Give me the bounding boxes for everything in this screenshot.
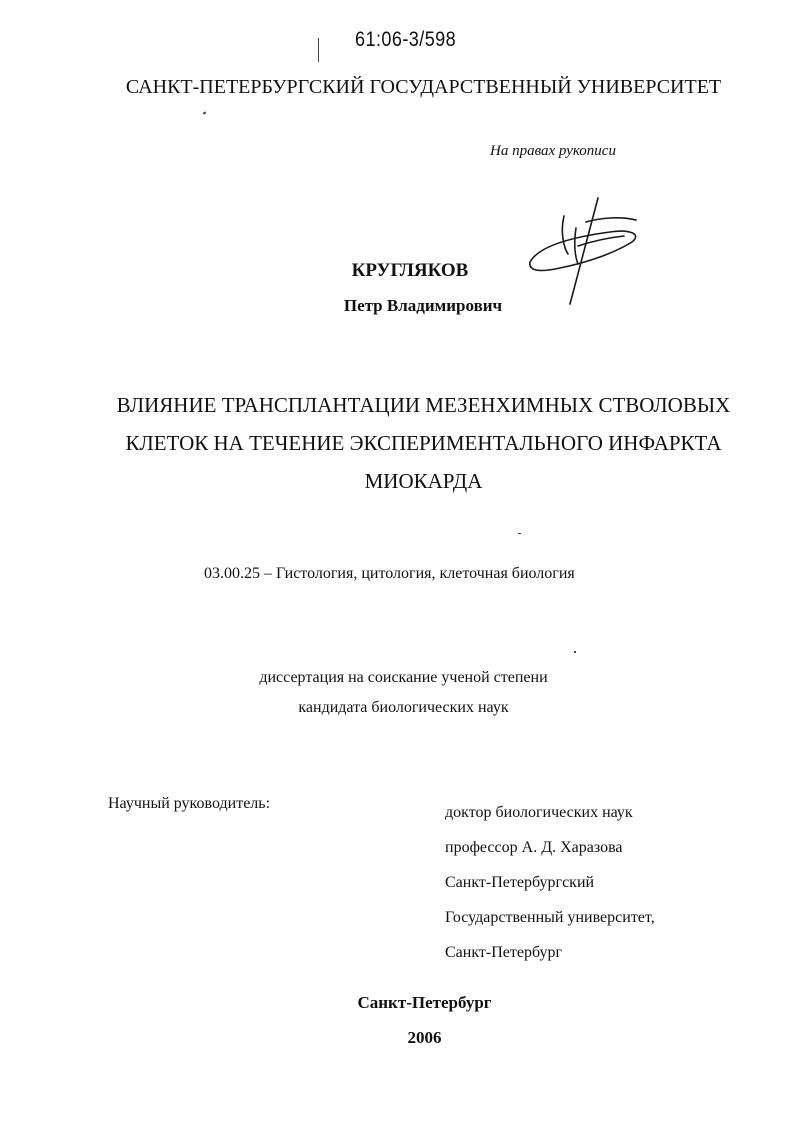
catalog-number: 61:06-3/598: [355, 28, 457, 51]
supervisor-info-line: Санкт-Петербург: [445, 944, 563, 961]
supervisor-info-line: доктор биологических наук: [445, 804, 633, 821]
city: Санкт-Петербург: [357, 993, 492, 1012]
scan-mark: [318, 38, 319, 62]
specialty-code: 03.00.25 – Гистология, цитология, клеточная биология: [204, 565, 575, 582]
scan-mark: [518, 533, 521, 534]
author-surname: КРУГЛЯКОВ: [351, 260, 469, 281]
degree-line: диссертация на соискание ученой степени: [259, 669, 548, 686]
title-line: ВЛИЯНИЕ ТРАНСПЛАНТАЦИИ МЕЗЕНХИМНЫХ СТВОЛОВЫХ: [116, 393, 731, 417]
dissertation-title: [25, 386, 797, 500]
rights-note: На правах рукописи: [490, 143, 616, 159]
scan-mark: [574, 651, 576, 653]
year: 2006: [407, 1028, 442, 1047]
degree-statement: [5, 663, 797, 723]
signature-image: [520, 192, 660, 312]
author-given-names: Петр Владимирович: [343, 296, 503, 315]
university-name: САНКТ-ПЕТЕРБУРГСКИЙ ГОСУДАРСТВЕННЫЙ УНИВЕРСИТЕТ: [125, 76, 722, 98]
title-line: КЛЕТОК НА ТЕЧЕНИЕ ЭКСПЕРИМЕНТАЛЬНОГО ИНФАРКТА: [125, 431, 722, 455]
supervisor-label: Научный руководитель:: [108, 795, 271, 812]
degree-line: кандидата биологических наук: [298, 699, 509, 716]
title-line: МИОКАРДА: [364, 469, 483, 493]
supervisor-info-line: Санкт-Петербургский: [445, 874, 595, 891]
supervisor-info-line: Государственный университет,: [445, 909, 655, 926]
supervisor-info-line: профессор А. Д. Харазова: [445, 839, 623, 856]
scan-mark: [203, 111, 207, 114]
supervisor-info: [445, 795, 655, 970]
